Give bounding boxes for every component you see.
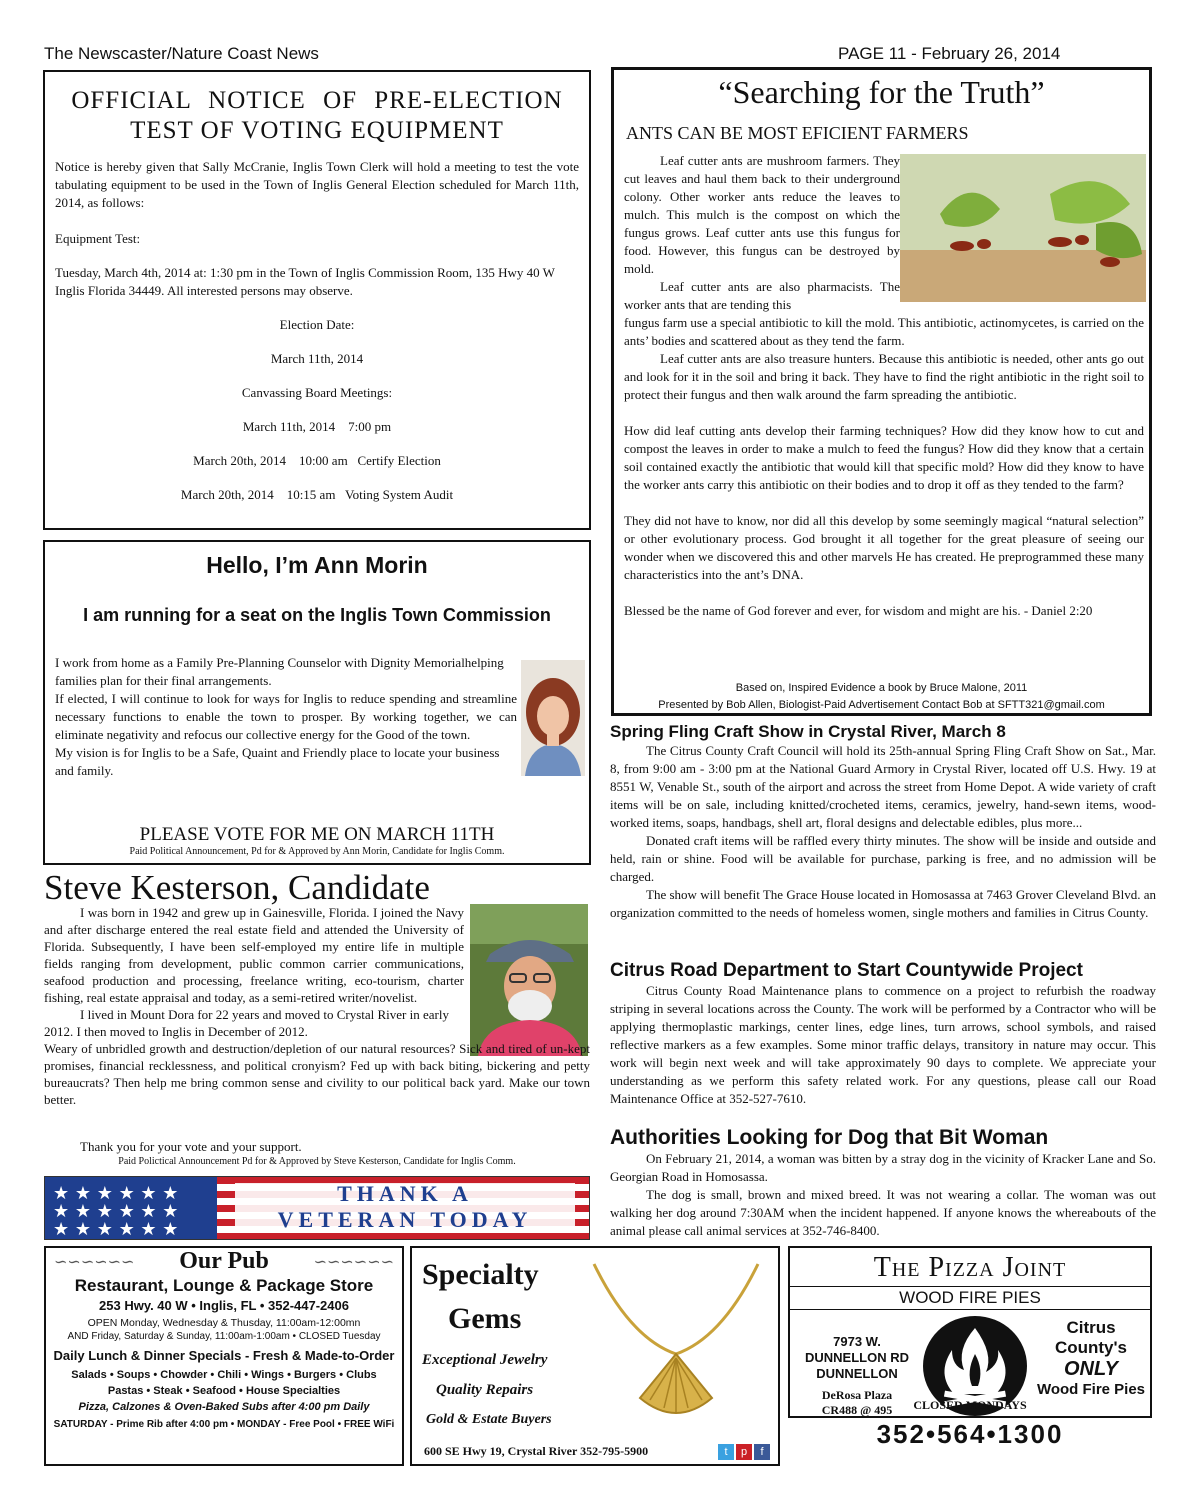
kesterson-p2: I lived in Mount Dora for 22 years and moved to Crystal River in early 2012. I then moved to Inglis in December of 2012. — [44, 1007, 449, 1039]
pub-specials: Daily Lunch & Dinner Specials - Fresh & Made-to-Order — [53, 1348, 395, 1363]
search-subtitle: ANTS CAN BE MOST EFICIENT FARMERS — [626, 123, 969, 143]
pub-address: 253 Hwy. 40 W • Inglis, FL • 352-447-2406 — [99, 1298, 349, 1313]
notice-intro: Notice is hereby given that Sally McCranie, Inglis Town Clerk will hold a meeting to test the vote tabulating equipment to be used in the Town of Inglis General Election scheduled for March 11th, 2014, as follows: — [55, 159, 579, 210]
ants-p1: Leaf cutter ants are mushroom farmers. They cut leaves and haul them back to their underground colony. Other worker ants reduce the leaves to mulch. This mulch is the compost on which the fungus grows. Leaf cutter ants use this fungus for food. However, this fungus can be destroyed by mold. — [624, 153, 900, 276]
craft-show-article — [610, 722, 1156, 922]
veteran-line1: THANK A — [337, 1181, 473, 1206]
pizza-addr-line2: DUNNELLON RD — [805, 1350, 909, 1365]
road-project-article — [610, 960, 1156, 1108]
pizza-slogan-3: Wood Fire Pies — [1036, 1381, 1146, 1398]
ants-p2a: Leaf cutter ants are also pharmacists. The worker ants that are tending this — [624, 279, 900, 312]
searching-for-truth-column — [611, 67, 1152, 716]
canvass-meeting-2: March 20th, 2014 10:00 am Certify Election — [193, 453, 441, 468]
dog-bite-p2: The dog is small, brown and mixed breed. It was not wearing a collar. The woman was out walking her dog around 7:30AM when the incident happened. If anyone knows the whereabouts of the animal please call animal services at 352-746-8400. — [610, 1187, 1156, 1238]
kesterson-body — [44, 904, 590, 1108]
thank-veteran-banner — [44, 1176, 590, 1240]
ants-p5: They did not have to know, nor did all this develop by some seemingly magical “natural selection” or other evolutionary process. God brought it all together for the great pleasure of seeing our wonder when we discovered this and other marvels He has created. He preprogrammed these many characteristics into the ant’s DNA. — [624, 513, 1144, 582]
dog-bite-p1: On February 21, 2014, a woman was bitten by a stray dog in the vicinity of Kracker Lane and So. Georgian Road in Homosassa. — [610, 1151, 1156, 1184]
craft-show-headline: Spring Fling Craft Show in Crystal River, March 8 — [610, 722, 1006, 741]
twitter-icon[interactable]: t — [718, 1444, 734, 1460]
morin-subhead: I am running for a seat on the Inglis Town Commission — [83, 605, 551, 625]
pizza-addr-line3: DUNNELLON — [816, 1366, 898, 1381]
pub-tagline: Restaurant, Lounge & Package Store — [74, 1276, 374, 1295]
morin-paid-disclaimer: Paid Political Announcement, Pd for & Approved by Ann Morin, Candidate for Inglis Comm. — [129, 846, 505, 857]
canvass-meeting-1: March 11th, 2014 7:00 pm — [242, 419, 392, 434]
kesterson-p3: Weary of unbridled growth and destruction/depletion of our natural resources? Sick and tired of un-kept promises, financial recklessness, and political cronyism? Fed up with back biting, bickering and petty bureaucrats? Then help me bring common sense and civility to our political back yard. Make our town better. — [44, 1041, 590, 1107]
svg-text:★ ★ ★ ★ ★ ★: ★ ★ ★ ★ ★ ★ — [53, 1219, 179, 1239]
gems-name-line2: Gems — [448, 1302, 522, 1335]
pub-footer: SATURDAY - Prime Rib after 4:00 pm • MONDAY - Free Pool • FREE WiFi — [53, 1419, 395, 1430]
kesterson-p1: I was born in 1942 and grew up in Gainesville, Florida. I joined the Navy and after discharge entered the real estate field and attended the University of Florida. Subsequently, I have been self-employed my entire life in multiple fields ranging from development, public common carrier communications, seafood production and processing, freelance writing, eco-tourism, charter fishing, real estate appraisal and today, as a semi-retired writer/novelist. — [44, 905, 464, 1005]
ants-p6: Blessed be the name of God forever and ever, for wisdom and might are his. - Daniel 2:20 — [624, 603, 1093, 618]
pub-menu-1: Salads • Soups • Chowder • Chili • Wings • Burgers • Clubs — [71, 1369, 377, 1381]
pizza-slogan-1: Citrus County's — [1054, 1318, 1128, 1357]
gems-line-buyers: Gold & Estate Buyers — [426, 1412, 552, 1427]
pub-hours-2: AND Friday, Saturday & Sunday, 11:00am-1:00am • CLOSED Tuesday — [67, 1331, 381, 1342]
veteran-line2: VETERAN TODAY — [277, 1207, 533, 1232]
ann-morin-photo — [521, 660, 585, 776]
newspaper-name: The Newscaster/Nature Coast News — [44, 44, 319, 63]
pizza-plaza-line1: DeRosa Plaza — [821, 1388, 893, 1402]
election-label: Election Date: — [279, 317, 355, 332]
search-source: Based on, Inspired Evidence a book by Bruce Malone, 2011 — [735, 682, 1028, 694]
notice-title-line1: OFFICIAL NOTICE OF PRE-ELECTION — [71, 87, 563, 114]
pub-hours-1: OPEN Monday, Wednesday & Thusday, 11:00am-12:00mn — [87, 1317, 361, 1329]
ants-p3: Leaf cutter ants are also treasure hunters. Because this antibiotic is needed, other ants go out and look for it in the soil and bring it back. They have to find the right antibiotic in the right soil to protect their fungus and then walk around the farm spreading the antibiotic. — [624, 351, 1144, 402]
scroll-ornament-right-icon: ∽∽∽∽∽∽ — [313, 1254, 394, 1271]
pizza-closed: CLOSED MONDAYS — [913, 1398, 1027, 1412]
ants-p2b: fungus farm use a special antibiotic to kill the mold. This antibiotic, actinomycetes, is carried on the ants’ bodies and scattered about as they tend the farm. — [624, 315, 1144, 348]
svg-text:★ ★ ★ ★ ★ ★: ★ ★ ★ ★ ★ ★ — [53, 1183, 179, 1204]
page-date: PAGE 11 - February 26, 2014 — [838, 44, 1061, 63]
pizza-addr-line1: 7973 W. — [833, 1334, 881, 1349]
gems-name-line1: Specialty — [422, 1258, 539, 1291]
pub-name: Our Pub — [179, 1248, 269, 1274]
kesterson-paid-disclaimer: Paid Polictical Announcement Pd for & Approved by Steve Kesterson, Candidate for Inglis Comm. — [118, 1156, 516, 1167]
scroll-ornament-left-icon: ∽∽∽∽∽∽ — [54, 1254, 135, 1271]
craft-show-p3: The show will benefit The Grace House located in Homosassa at 7463 Grover Cleveland Blvd. an organization committed to the needs of homeless women, single mothers and families in Citrus County. — [610, 887, 1156, 920]
gold-shell-pendant-image — [580, 1258, 772, 1430]
pub-menu-2: Pastas • Steak • Seafood • House Specialties — [107, 1385, 341, 1397]
gems-line-repairs: Quality Repairs — [436, 1382, 534, 1398]
pub-menu-3: Pizza, Calzones & Oven-Baked Subs after 4:00 pm Daily — [78, 1401, 370, 1413]
pizza-name: The Pizza Joint — [873, 1252, 1067, 1283]
election-notice — [43, 70, 591, 530]
facebook-icon[interactable]: f — [754, 1444, 770, 1460]
election-date: March 11th, 2014 — [270, 351, 364, 366]
gems-address: 600 SE Hwy 19, Crystal River 352-795-5900 — [424, 1444, 649, 1458]
morin-headline: Hello, I’m Ann Morin — [206, 552, 428, 578]
dog-bite-headline: Authorities Looking for Dog that Bit Woman — [610, 1126, 1049, 1149]
road-project-headline: Citrus Road Department to Start Countywide Project — [610, 960, 1083, 981]
dog-bite-article — [610, 1126, 1156, 1240]
ann-morin-ad — [43, 540, 591, 865]
equipment-label: Equipment Test: — [55, 231, 141, 246]
morin-p1: I work from home as a Family Pre-Planning Counselor with Dignity Memorialhelping families plan for their final arrangements. — [55, 655, 504, 688]
our-pub-ad — [44, 1246, 404, 1466]
pizza-phone: 352•564•1300 — [876, 1419, 1064, 1449]
pizza-joint-ad — [788, 1246, 1152, 1418]
canvass-meeting-3: March 20th, 2014 10:15 am Voting System Audit — [180, 487, 454, 502]
canvass-label: Canvassing Board Meetings: — [241, 385, 393, 400]
craft-show-p1: The Citrus County Craft Council will hold its 25th-annual Spring Fling Craft Show on Sat., Mar. 8, from 9:00 am - 3:00 pm at the National Guard Armory in Crystal River, located off U.S. Hwy. 19 at 8551 W, Venable St., south of the airport and across the street from Home Depot. A wide variety of craft items will be on sale, including knitted/crocheted items, ceramics, jewelry, hand-sewn items, wood-worked items, soaps, handbags, shell art, floral designs and delectable edibles, plus more... — [610, 743, 1156, 830]
morin-vote-appeal: PLEASE VOTE FOR ME ON MARCH 11TH — [139, 824, 495, 845]
kesterson-thanks: Thank you for your vote and your support. — [80, 1139, 302, 1154]
craft-show-p2: Donated craft items will be raffled every thirty minutes. The show will be inside and outside and held, rain or shine. Food will be available for purchase, parking is free, and no admission will be charged. — [610, 833, 1156, 884]
pizza-plaza-line2: CR488 @ 495 — [821, 1403, 893, 1417]
pinterest-icon[interactable]: p — [736, 1444, 752, 1460]
road-project-p1: Citrus County Road Maintenance plans to commence on a project to refurbish the roadway striping in several locations across the County. The work will be performed by a Contractor who will be applying thermoplastic markings, center lines, edge lines, turn arrows, school symbols, and raised reflective markers as a few examples. Some minor traffic delays, transitory in nature may occur. This work will begin next week and will take approximately 90 days to complete. We appreciate your understanding as we perform this safety related work. For any questions, please call our Road Maintenance Office at 352-527-7610. — [610, 983, 1156, 1106]
pizza-tagline: WOOD FIRE PIES — [790, 1286, 1150, 1310]
kesterson-title: Steve Kesterson, Candidate — [44, 868, 430, 907]
specialty-gems-ad — [410, 1246, 780, 1466]
gems-line-jewelry: Exceptional Jewelry — [422, 1352, 548, 1368]
morin-p3: My vision is for Inglis to be a Safe, Quaint and Friendly place to locate your business and family. — [55, 745, 500, 778]
search-presented-by: Presented by Bob Allen, Biologist-Paid Advertisement Contact Bob at SFTT321@gmail.com — [658, 699, 1105, 711]
notice-title-line2: TEST OF VOTING EQUIPMENT — [130, 117, 504, 144]
svg-text:★ ★ ★ ★ ★ ★: ★ ★ ★ ★ ★ ★ — [53, 1201, 179, 1222]
morin-p2: If elected, I will continue to look for ways for Inglis to reduce spending and streamline necessary functions to enable the town to prosper. By working together, we can eliminate negativity and refocus our collective energy for the Good of the town. — [55, 691, 517, 742]
pizza-slogan-2: ONLY — [1063, 1358, 1119, 1380]
ants-p4: How did leaf cutting ants develop their farming techniques? How did they know how to cut and compost the leaves in order to make a mulch to feed the fungus? How did they know that a certain soil contained exactly the antibiotic that would kill that specific mold? How did they know to have the worker ants carry this antibiotic on their bodies and to drop it off as they tended to the farm? — [624, 423, 1144, 492]
equipment-detail: Tuesday, March 4th, 2014 at: 1:30 pm in the Town of Inglis Commission Room, 135 Hwy 40 W Inglis Florida 34449. All interested persons may observe. — [55, 265, 555, 298]
search-title: “Searching for the Truth” — [718, 74, 1045, 110]
